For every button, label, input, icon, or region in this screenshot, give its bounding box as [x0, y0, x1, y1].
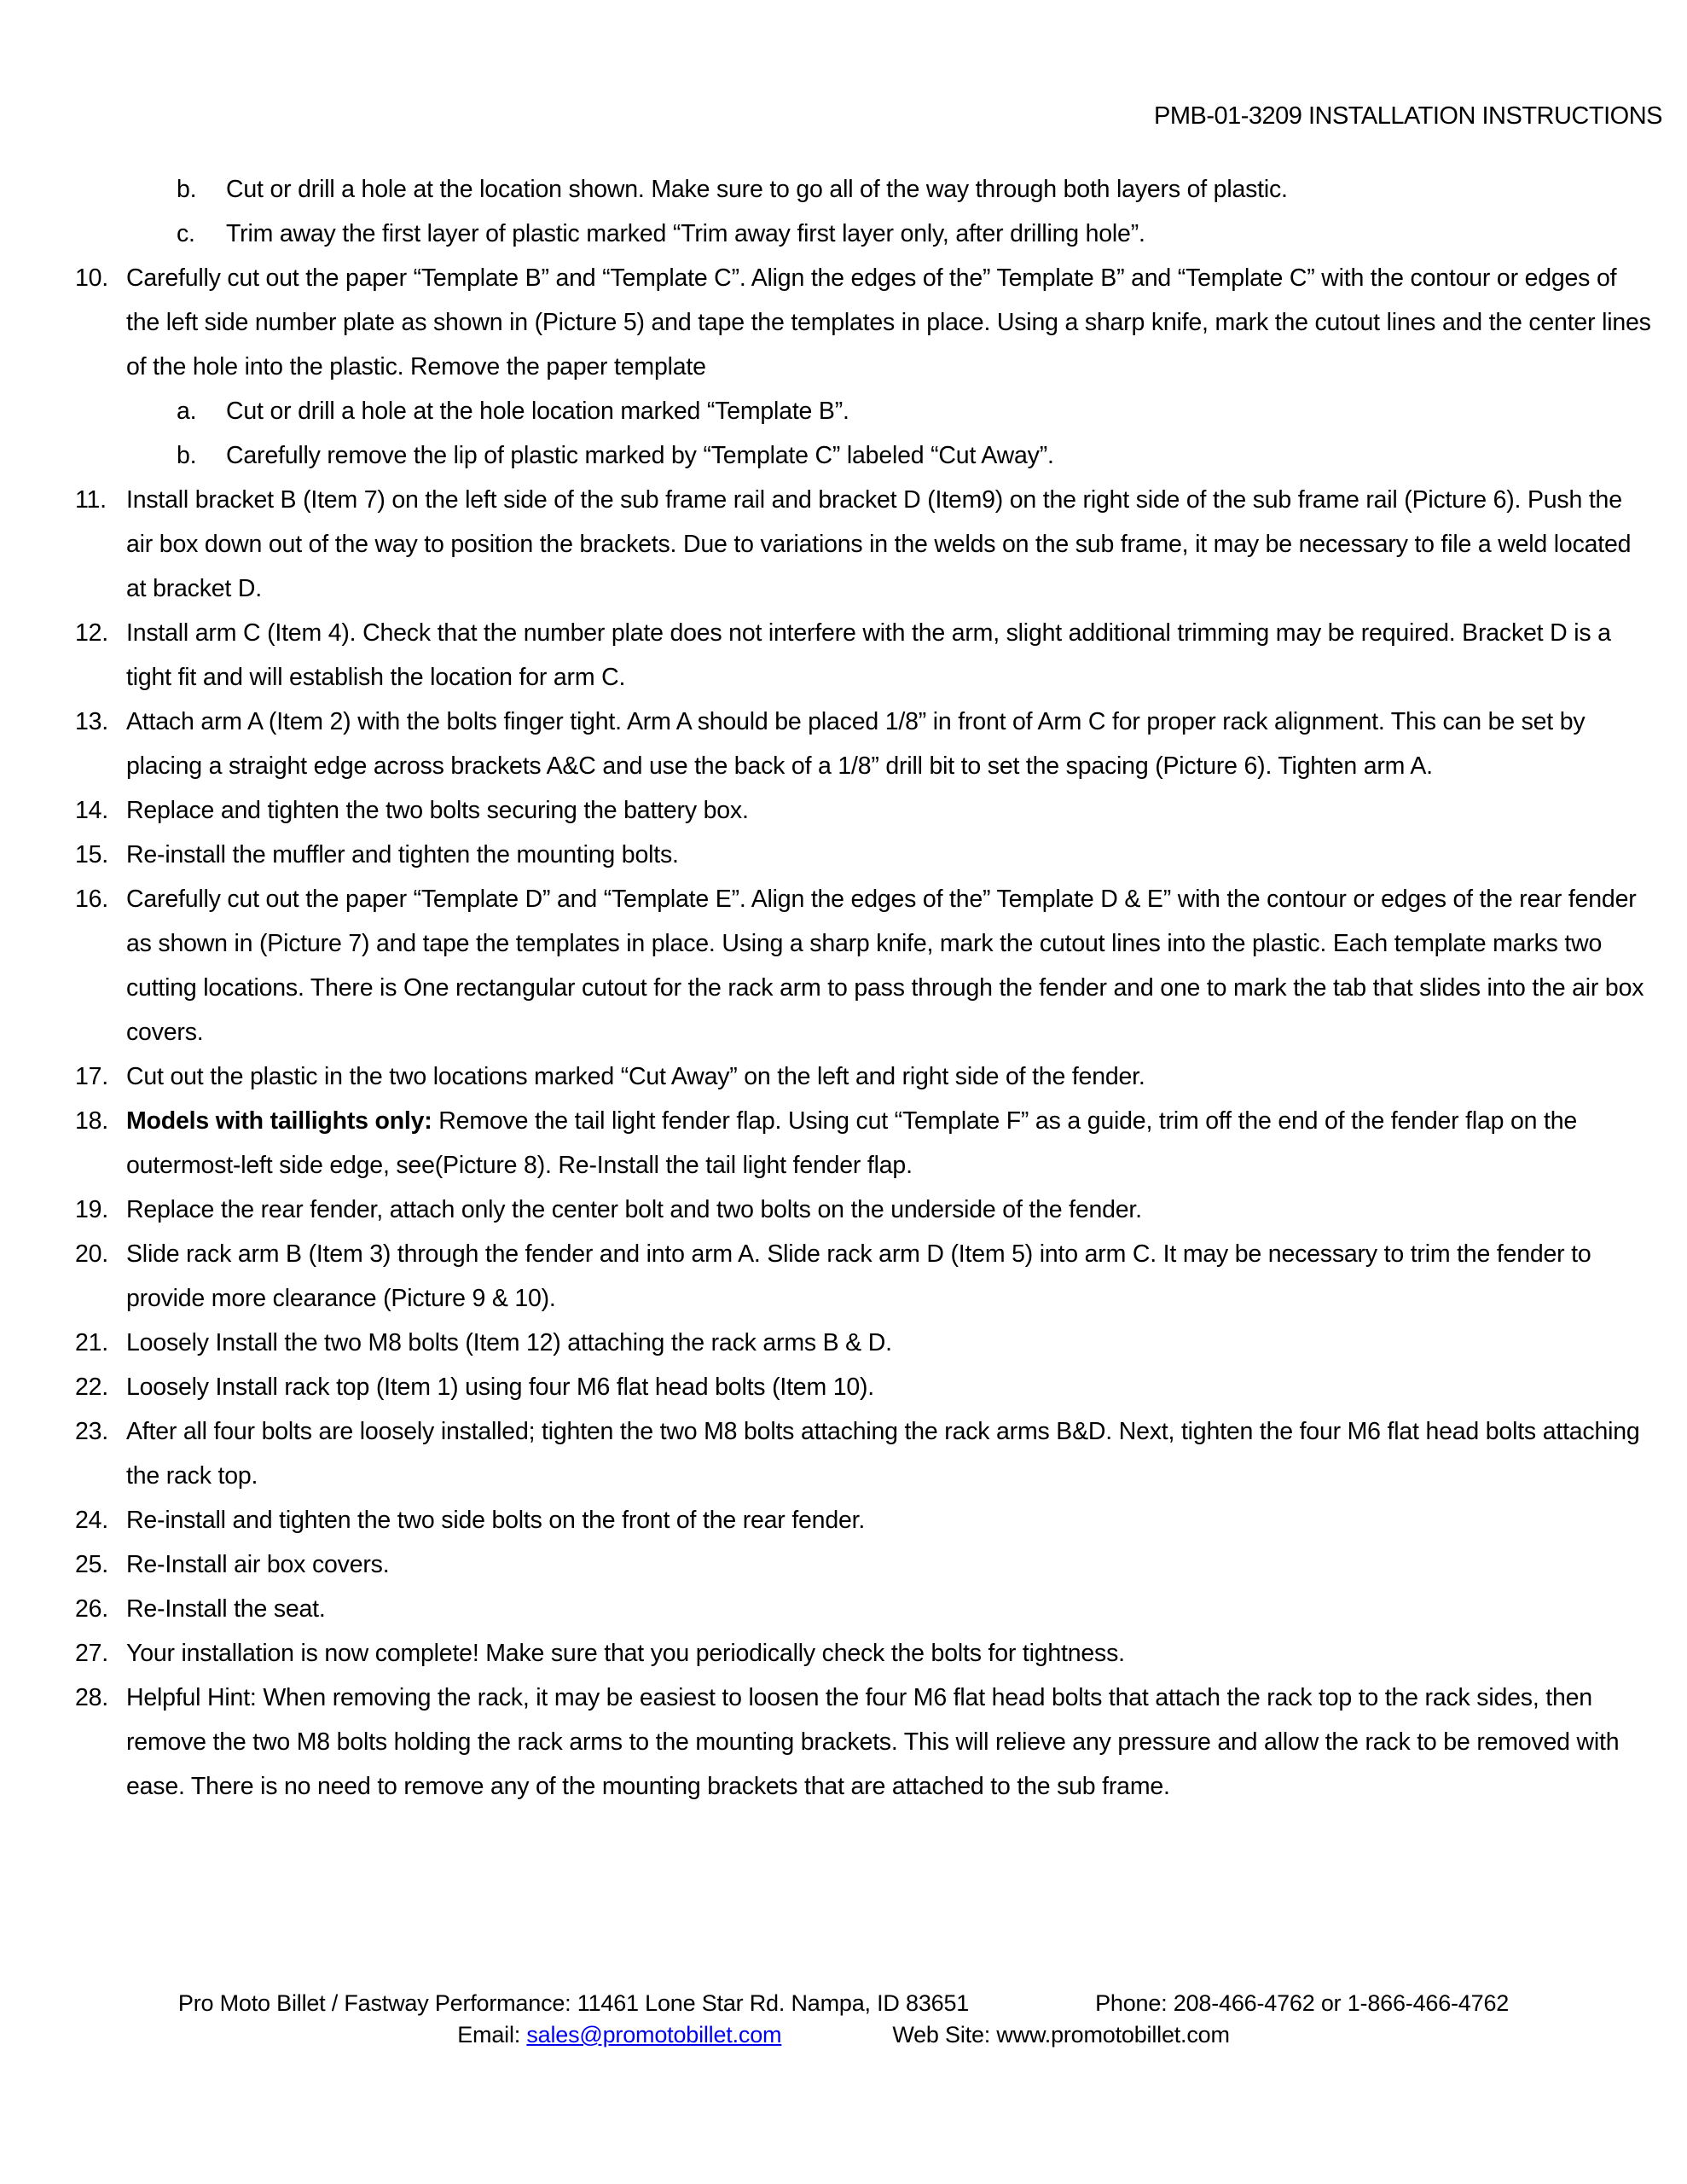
list-item: [75, 877, 1651, 1054]
list-item-number: 17.: [75, 1063, 109, 1090]
list-item-text: Install arm C (Item 4). Check that the number plate does not interfere with the arm, slight additional trimming may be required. Bracket D is a tight fit and will establish the location for arm C.: [126, 619, 1611, 691]
list-item: [75, 1365, 1651, 1409]
list-item-number: 13.: [75, 708, 109, 735]
list-item-number: 21.: [75, 1329, 109, 1356]
list-item-number: 11.: [75, 486, 107, 514]
sub-item-marker: b.: [177, 442, 197, 469]
list-item-number: 15.: [75, 841, 109, 868]
list-item-bold-prefix: Models with taillights only:: [126, 1107, 432, 1135]
sub-item-text: Cut or drill a hole at the hole location marked “Template B”.: [226, 398, 849, 425]
list-item: [75, 1631, 1651, 1676]
list-item-number: 12.: [75, 619, 109, 647]
list-item-number: 18.: [75, 1107, 109, 1135]
list-item-text: Re-Install air box covers.: [126, 1551, 390, 1578]
sub-list-item: [177, 212, 1651, 256]
list-item: [75, 1542, 1651, 1587]
list-item-text: Re-Install the seat.: [126, 1595, 326, 1623]
list-item: [75, 700, 1651, 788]
sub-item-marker: a.: [177, 398, 197, 425]
list-item-number: 26.: [75, 1595, 109, 1623]
sub-item-marker: c.: [177, 220, 195, 247]
list-item-text: Replace and tighten the two bolts securing the battery box.: [126, 797, 749, 824]
list-item: [75, 478, 1651, 611]
sub-list-item: [177, 167, 1651, 212]
list-item: [75, 611, 1651, 700]
list-item: [75, 256, 1651, 478]
instructions-list: [75, 167, 1651, 1809]
list-item-text: Attach arm A (Item 2) with the bolts finger tight. Arm A should be placed 1/8” in front of Arm C for proper rack alignment. This can be set by placing a straight edge across brackets A&C and use the back of a 1/8” drill bit to set the spacing (Picture 6). Tighten arm A.: [126, 708, 1586, 780]
footer-phone: Phone: 208-466-4762 or 1-866-466-4762: [1095, 1990, 1510, 2016]
list-item-text: Slide rack arm B (Item 3) through the fender and into arm A. Slide rack arm D (Item 5) into arm C. It may be necessary to trim the fender to provide more clearance (Picture 9 & 10).: [126, 1240, 1591, 1312]
list-item-text: Replace the rear fender, attach only the center bolt and two bolts on the underside of the fender.: [126, 1196, 1142, 1223]
sub-item-text: Trim away the first layer of plastic marked “Trim away first layer only, after drilling hole”.: [226, 220, 1145, 247]
document-title: PMB-01-3209 INSTALLATION INSTRUCTIONS: [1153, 102, 1662, 130]
list-item-text: Your installation is now complete! Make sure that you periodically check the bolts for tightness.: [126, 1640, 1125, 1667]
list-item-number: 28.: [75, 1684, 109, 1711]
list-item: [75, 1409, 1651, 1498]
list-item: [75, 1099, 1651, 1188]
list-item: [75, 1188, 1651, 1232]
list-item-text: Loosely Install rack top (Item 1) using four M6 flat head bolts (Item 10).: [126, 1374, 875, 1401]
list-item-number: 23.: [75, 1418, 109, 1445]
list-item-text: Loosely Install the two M8 bolts (Item 12) attaching the rack arms B & D.: [126, 1329, 892, 1356]
list-item-number: 25.: [75, 1551, 109, 1578]
list-item-text: Helpful Hint: When removing the rack, it may be easiest to loosen the four M6 flat head bolts that attach the rack top to the rack sides, then remove the two M8 bolts holding the rack arms to the mounting brackets. This will relieve any pressure and allow the rack to be removed with ease. There is no need to remove any of the mounting brackets that are attached to the sub frame.: [126, 1684, 1620, 1800]
list-item: [75, 1232, 1651, 1321]
list-item-number: 20.: [75, 1240, 109, 1268]
list-item-text: Re-install and tighten the two side bolts on the front of the rear fender.: [126, 1507, 866, 1534]
list-item: [75, 1054, 1651, 1099]
footer-email-label: Email:: [457, 2022, 521, 2048]
list-item-text: After all four bolts are loosely installed; tighten the two M8 bolts attaching the rack arms B&D. Next, tighten the four M6 flat head bolts attaching the rack top.: [126, 1418, 1640, 1490]
list-item-number: 14.: [75, 797, 109, 824]
list-item-number: 16.: [75, 886, 109, 913]
list-item: [75, 1587, 1651, 1631]
list-item: [75, 1498, 1651, 1542]
list-item-text: Carefully cut out the paper “Template D” and “Template E”. Align the edges of the” Template D & E” with the contour or edges of the rear fender as shown in (Picture 7) and tape the templates in place. Using a sharp knife, mark the cutout lines into the plastic. Each template marks two cutting locations. There is One rectangular cutout for the rack arm to pass through the fender and one to mark the tab that slides into the air box covers.: [126, 886, 1644, 1046]
list-item-text: Re-install the muffler and tighten the mounting bolts.: [126, 841, 679, 868]
list-item-number: 22.: [75, 1374, 109, 1401]
list-item: [75, 788, 1651, 833]
footer-email-link[interactable]: sales@promotobillet.com: [526, 2022, 782, 2048]
sub-list-item: [177, 389, 1651, 433]
list-item-number: 24.: [75, 1507, 109, 1534]
list-item-text: Install bracket B (Item 7) on the left side of the sub frame rail and bracket D (Item9) on the right side of the sub frame rail (Picture 6). Push the air box down out of the way to position the brackets. Due to variations in the welds on the sub frame, it may be necessary to file a weld located at bracket D.: [126, 486, 1632, 602]
page-footer: [0, 1988, 1687, 2051]
list-item: [75, 1676, 1651, 1809]
list-item-text: Carefully cut out the paper “Template B” and “Template C”. Align the edges of the” Template B” and “Template C” with the contour or edges of the left side number plate as shown in (Picture 5) and tape the templates in place. Using a sharp knife, mark the cutout lines and the center lines of the hole into the plastic. Remove the paper template: [126, 264, 1651, 380]
list-item: [75, 1321, 1651, 1365]
footer-company-address: Pro Moto Billet / Fastway Performance: 11461 Lone Star Rd. Nampa, ID 83651: [177, 1990, 970, 2016]
list-item: [75, 833, 1651, 877]
sub-item-marker: b.: [177, 176, 197, 203]
footer-website: Web Site: www.promotobillet.com: [892, 2022, 1230, 2048]
list-item-text: Remove the tail light fender flap. Using cut “Template F” as a guide, trim off the end of the fender flap on the outermost-left side edge, see(Picture 8). Re-Install the tail light fender flap.: [126, 1107, 1578, 1179]
sub-list-item: [177, 433, 1651, 478]
list-item-text: Cut out the plastic in the two locations marked “Cut Away” on the left and right side of the fender.: [126, 1063, 1145, 1090]
list-item-number: 10.: [75, 264, 109, 292]
sub-item-text: Carefully remove the lip of plastic marked by “Template C” labeled “Cut Away”.: [226, 442, 1054, 469]
list-item-number: 27.: [75, 1640, 109, 1667]
sub-item-text: Cut or drill a hole at the location shown. Make sure to go all of the way through both layers of plastic.: [226, 176, 1288, 203]
list-item-number: 19.: [75, 1196, 109, 1223]
